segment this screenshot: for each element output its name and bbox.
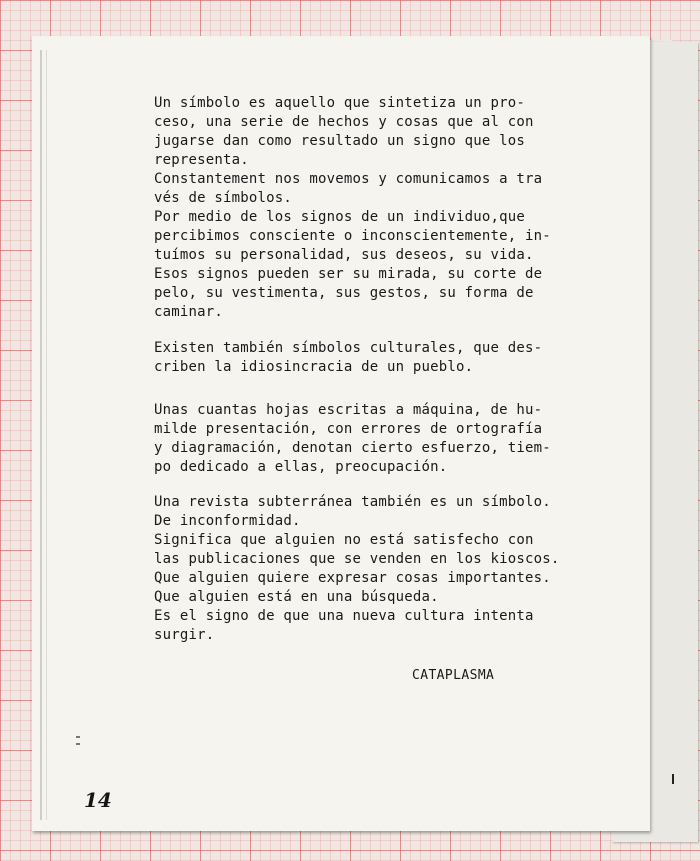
text-line: Esos signos pueden ser su mirada, su corte de	[154, 266, 543, 282]
text-line: Que alguien está en una búsqueda.	[154, 589, 439, 605]
text-line: tuímos su personalidad, sus deseos, su vida.	[154, 247, 534, 263]
text-line: milde presentación, con errores de ortografía	[154, 421, 543, 437]
text-line: pelo, su vestimenta, sus gestos, su forma de	[154, 285, 534, 301]
body-text	[154, 94, 624, 645]
text-line: po dedicado a ellas, preocupación.	[154, 459, 448, 475]
text-line: ceso, una serie de hechos y cosas que al con	[154, 114, 534, 130]
text-line: criben la idiosincracia de un pueblo.	[154, 359, 474, 375]
text-line: las publicaciones que se venden en los kioscos.	[154, 551, 560, 567]
text-line: representa.	[154, 152, 249, 168]
text-line: Un símbolo es aquello que sintetiza un pro-	[154, 95, 526, 111]
text-line: De inconformidad.	[154, 513, 301, 529]
text-line: jugarse dan como resultado un signo que los	[154, 133, 526, 149]
tick-mark-icon	[672, 774, 674, 784]
text-line: Existen también símbolos culturales, que des-	[154, 340, 543, 356]
paragraph-1	[154, 94, 624, 322]
text-line: Que alguien quiere expresar cosas importantes.	[154, 570, 551, 586]
text-line: Constantement nos movemos y comunicamos a tra	[154, 171, 543, 187]
typed-page	[32, 36, 650, 831]
text-line: Por medio de los signos de un individuo,que	[154, 209, 526, 225]
paragraph-2	[154, 339, 624, 377]
paragraph-3	[154, 401, 624, 477]
text-line: Es el signo de que una nueva cultura intenta	[154, 608, 534, 624]
text-line: y diagramación, denotan cierto esfuerzo, tiem-	[154, 440, 551, 456]
text-line: Unas cuantas hojas escritas a máquina, de hu-	[154, 402, 543, 418]
text-line: vés de símbolos.	[154, 190, 293, 206]
text-line: percibimos consciente o inconscientemente, in-	[154, 228, 551, 244]
text-line: caminar.	[154, 304, 224, 320]
signature: CATAPLASMA	[412, 668, 495, 683]
text-line: surgir.	[154, 627, 215, 643]
text-line: Una revista subterránea también es un símbolo.	[154, 494, 551, 510]
page-number: 14	[84, 788, 112, 812]
paragraph-4	[154, 493, 624, 645]
punch-mark-icon	[75, 736, 81, 746]
text-line: Significa que alguien no está satisfecho con	[154, 532, 534, 548]
